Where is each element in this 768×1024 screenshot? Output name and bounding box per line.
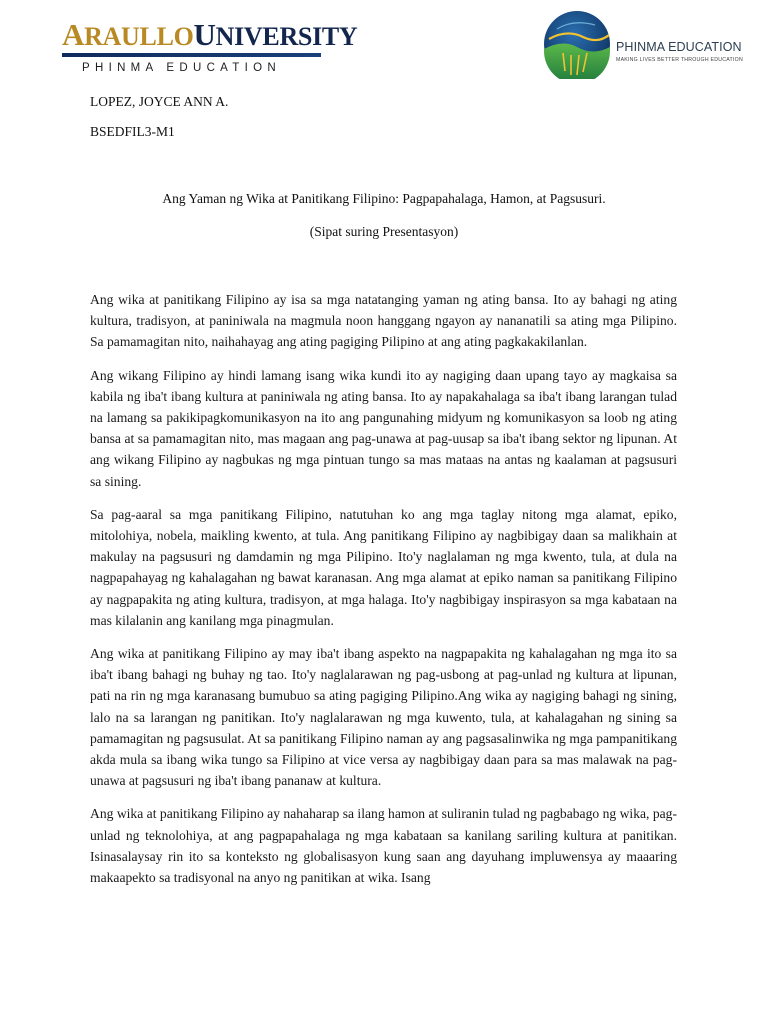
page-header bbox=[0, 0, 768, 90]
document-title: Ang Yaman ng Wika at Panitikang Filipino: Pagpapahalaga, Hamon, at Pagsusuri. bbox=[162, 191, 606, 206]
university-name bbox=[62, 17, 358, 52]
university-subtitle: PHINMA EDUCATION bbox=[82, 62, 281, 74]
phinma-logo-tagline: MAKING LIVES BETTER THROUGH EDUCATION bbox=[616, 57, 743, 63]
university-name-initial-a: A bbox=[62, 17, 85, 52]
body-paragraph-4: Ang wika at panitikang Filipino ay may iba't ibang aspekto na nagpapakita ng kahalagahan ng mga ito sa iba't ibang bahagi ng buhay ng tao. Ito'y naglalarawan ng pag-usbong at pag-unlad ng kultura at lipunan, pati na rin ng mga karanasang bumubuo sa ating pagiging Pilipino.Ang wika ay nagiging bahagi ng sining, lalo na sa larangan ng panitikan. Ito'y naglalarawan ng mga kuwento, tula, at kahalagahan ng sining sa pamamagitan ng pagsusulat. At sa panitikang Filipino naman ay ang pagsasalinwika ng mga pampanitikang akda mula sa ibang wika tungo sa Filipino at vice versa ay nagbibigay daan para sa mas malawak na pag-unawa at pagsusuri ng iba't ibang pananaw at kultura. bbox=[90, 646, 677, 789]
body-paragraph-5: Ang wika at panitikang Filipino ay nahaharap sa ilang hamon at suliranin tulad ng pagbabago ng wika, pag-unlad ng teknolohiya, at ang pagpapahalaga ng mga kabataan sa kanilang sariling kultura at panitikan. Isinasalaysay rin ito sa konteksto ng globalisasyon kung saan ang dayuhang impluwensya ay maaaring makaapekto sa tradisyonal na anyo ng panitikan at wika. Isang bbox=[90, 806, 677, 886]
document-subtitle: (Sipat suring Presentasyon) bbox=[309, 224, 459, 239]
student-section: BSEDFIL3-M1 bbox=[90, 124, 175, 139]
phinma-logo-title: PHINMA EDUCATION bbox=[616, 40, 742, 54]
student-name: LOPEZ, JOYCE ANN A. bbox=[90, 94, 229, 109]
phinma-education-logo bbox=[543, 9, 743, 81]
university-name-initial-u: U bbox=[193, 17, 216, 52]
university-name-araullo: RAULLO bbox=[84, 22, 194, 51]
phinma-globe-icon bbox=[543, 9, 611, 79]
document-body bbox=[90, 289, 677, 900]
body-paragraph-1: Ang wika at panitikang Filipino ay isa sa mga natatanging yaman ng ating bansa. Ito ay bahagi ng ating kultura, tradisyon, at paniniwala na magmula noon hanggang ngayon ay nananatili sa ating mga Pilipino. Sa pamamagitan nito, naihahayag ang ating pagiging Pilipino at ang ating pagkakakilanlan. bbox=[90, 292, 677, 350]
body-paragraph-2: Ang wikang Filipino ay hindi lamang isang wika kundi ito ay nagiging daan upang tayo ay magkaisa sa kabila ng iba't ibang kultura at paniniwala ng ating bansa. Ito ay napakahalaga sa iba't ibang larangan tulad na lamang sa pakikipagkomunikasyon na ito ang pangunahing midyum ng komunikasyon sa loob ng ating bansa at sa pamamagitan nito, mas magaan ang pag-unawa at pag-uusap sa iba't ibang sektor ng lipunan. At ang wikang Filipino ay nagbukas ng mga pintuan tungo sa mas mataas na antas ng kaalaman at pagsusuri sa sining. bbox=[90, 367, 677, 489]
logo-underline-bar bbox=[62, 53, 321, 57]
araullo-university-logo bbox=[62, 17, 358, 74]
university-name-university: NIVERSITY bbox=[215, 22, 358, 51]
body-paragraph-3: Sa pag-aaral sa mga panitikang Filipino, natutuhan ko ang mga taglay nitong mga alamat, epiko, mitolohiya, nobela, maikling kwento, at tula. Ang panitikang Filipino ay nagbibigay daan sa malikhain at makulay na pagsusuri ng damdamin ng mga Pilipino. Ito'y naglalaman ng mga kwento, tula, at dula na nagpapahayag ng kahalagahan ng bawat karanasan. Ang mga alamat at epiko naman sa panitikang Filipino ay nagpapakita ng ating kultura, tradisyon, at mga halaga. Ito'y nagbibigay inspirasyon sa mga kabataan na mas kilalanin ang kanilang mga pinagmulan. bbox=[90, 506, 677, 628]
